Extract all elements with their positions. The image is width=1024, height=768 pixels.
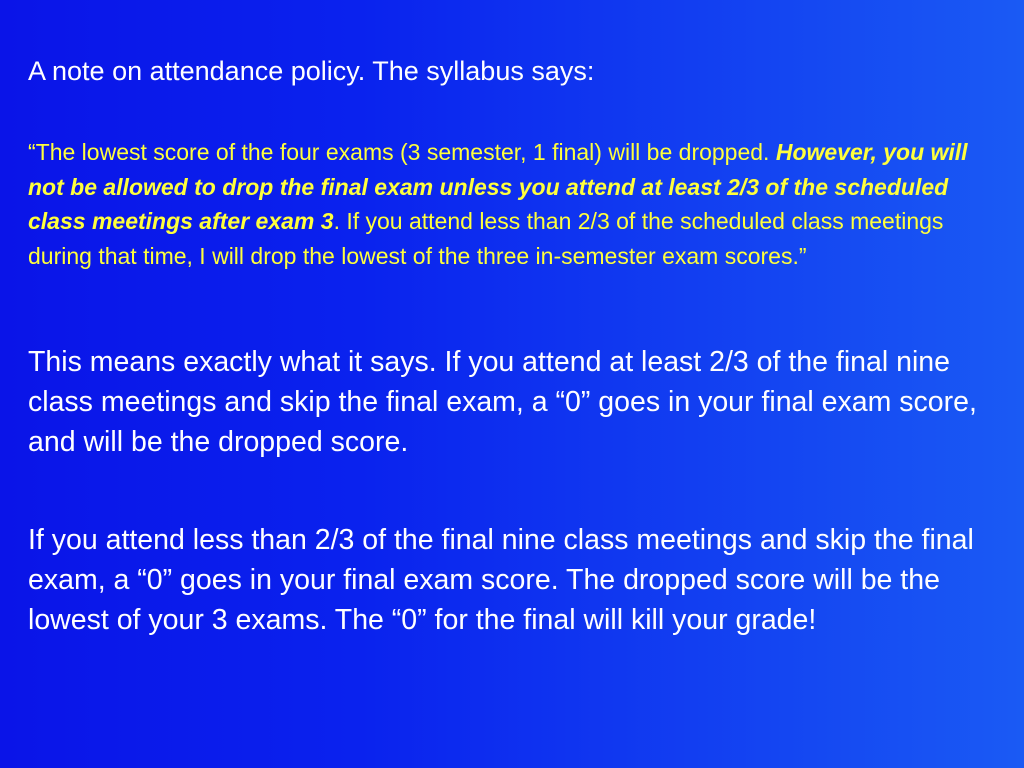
syllabus-quote [28, 135, 1003, 273]
intro-text: A note on attendance policy. The syllabus says: [28, 56, 595, 86]
explanation-paragraph-2: If you attend less than 2/3 of the final nine class meetings and skip the final exam, a “0” goes in your final exam score. The dropped score will be the lowest of your 3 exams. The “0” for the final will kill your grade! [28, 524, 974, 636]
explanation-paragraph-1: This means exactly what it says. If you attend at least 2/3 of the final nine class meetings and skip the final exam, a “0” goes in your final exam score, and will be the dropped score. [28, 346, 977, 458]
quote-closing-text: . If you attend less than 2/3 of the scheduled class meetings during that time, I will drop the lowest of the three in-semester exam scores.” [28, 208, 944, 269]
quote-emphasis-text: However, you will not be allowed to drop the final exam unless you attend at least 2/3 of the scheduled class meetings after exam 3 [28, 139, 968, 234]
quote-opening-text: “The lowest score of the four exams (3 semester, 1 final) will be dropped. [28, 139, 776, 165]
